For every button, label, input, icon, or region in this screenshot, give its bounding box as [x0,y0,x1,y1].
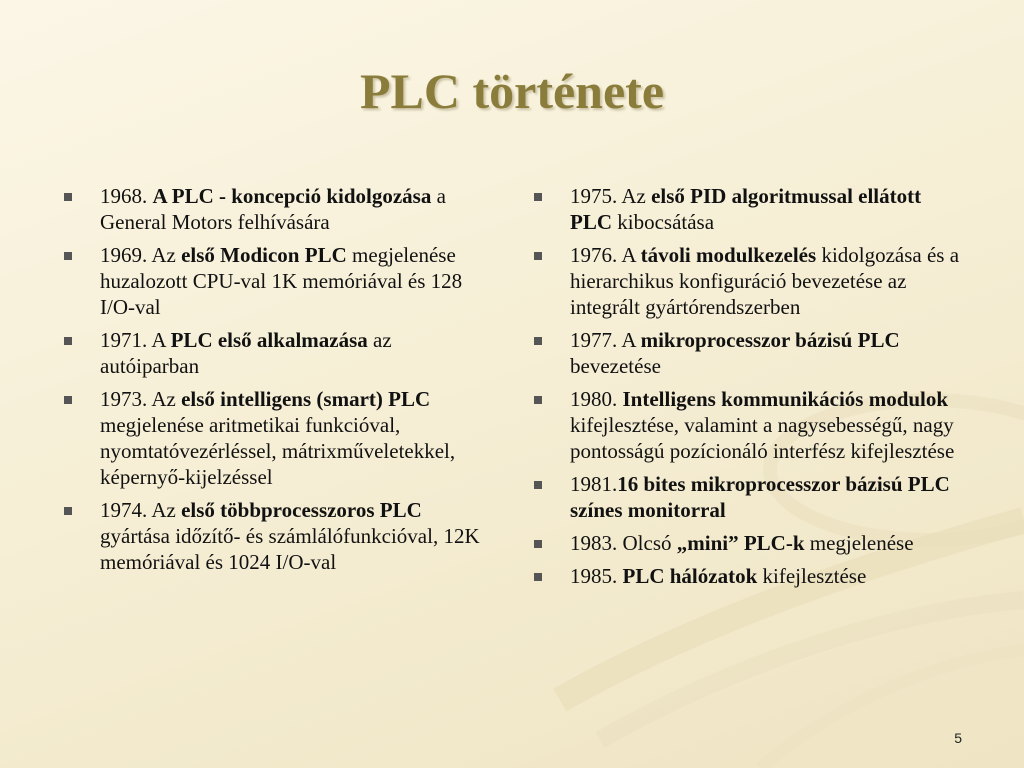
square-bullet-icon [534,337,542,345]
list-item: 1969. Az első Modicon PLC megjelenése huzalozott CPU-val 1K memóriával és 128 I/O-val [64,242,494,320]
list-item: 1974. Az első többprocesszoros PLC gyártása időzítő- és számlálófunkcióval, 12K memóriával és 1024 I/O-val [64,497,494,575]
square-bullet-icon [64,507,72,515]
list-item: 1973. Az első intelligens (smart) PLC megjelenése aritmetikai funkcióval, nyomtatóvezérléssel, mátrixműveletekkel, képernyő-kijelzéssel [64,386,494,490]
slide-title: PLC története [359,63,665,119]
list-item: 1980. Intelligens kommunikációs modulok kifejlesztése, valamint a nagysebességű, nagy pontosságú pozícionáló interfész kifejlesztése [534,386,964,464]
square-bullet-icon [64,252,72,260]
square-bullet-icon [534,396,542,404]
list-item: 1985. PLC hálózatok kifejlesztése [534,563,964,589]
square-bullet-icon [534,193,542,201]
square-bullet-icon [534,573,542,581]
square-bullet-icon [64,396,72,404]
list-item: 1971. A PLC első alkalmazása az autóiparban [64,327,494,379]
square-bullet-icon [534,481,542,489]
square-bullet-icon [534,252,542,260]
list-item: 1976. A távoli modulkezelés kidolgozása és a hierarchikus konfiguráció bevezetése az integrált gyártórendszerben [534,242,964,320]
list-item: 1968. A PLC - koncepció kidolgozása a General Motors felhívására [64,183,494,235]
list-item: 1981.16 bites mikroprocesszor bázisú PLC színes monitorral [534,471,964,523]
square-bullet-icon [64,193,72,201]
square-bullet-icon [64,337,72,345]
left-bullet-list [64,183,494,582]
list-item: 1983. Olcsó „mini” PLC-k megjelenése [534,530,964,556]
right-bullet-list [534,183,964,596]
square-bullet-icon [534,540,542,548]
page-number: 5 [954,730,962,746]
list-item: 1977. A mikroprocesszor bázisú PLC bevezetése [534,327,964,379]
list-item: 1975. Az első PID algoritmussal ellátott PLC kibocsátása [534,183,964,235]
